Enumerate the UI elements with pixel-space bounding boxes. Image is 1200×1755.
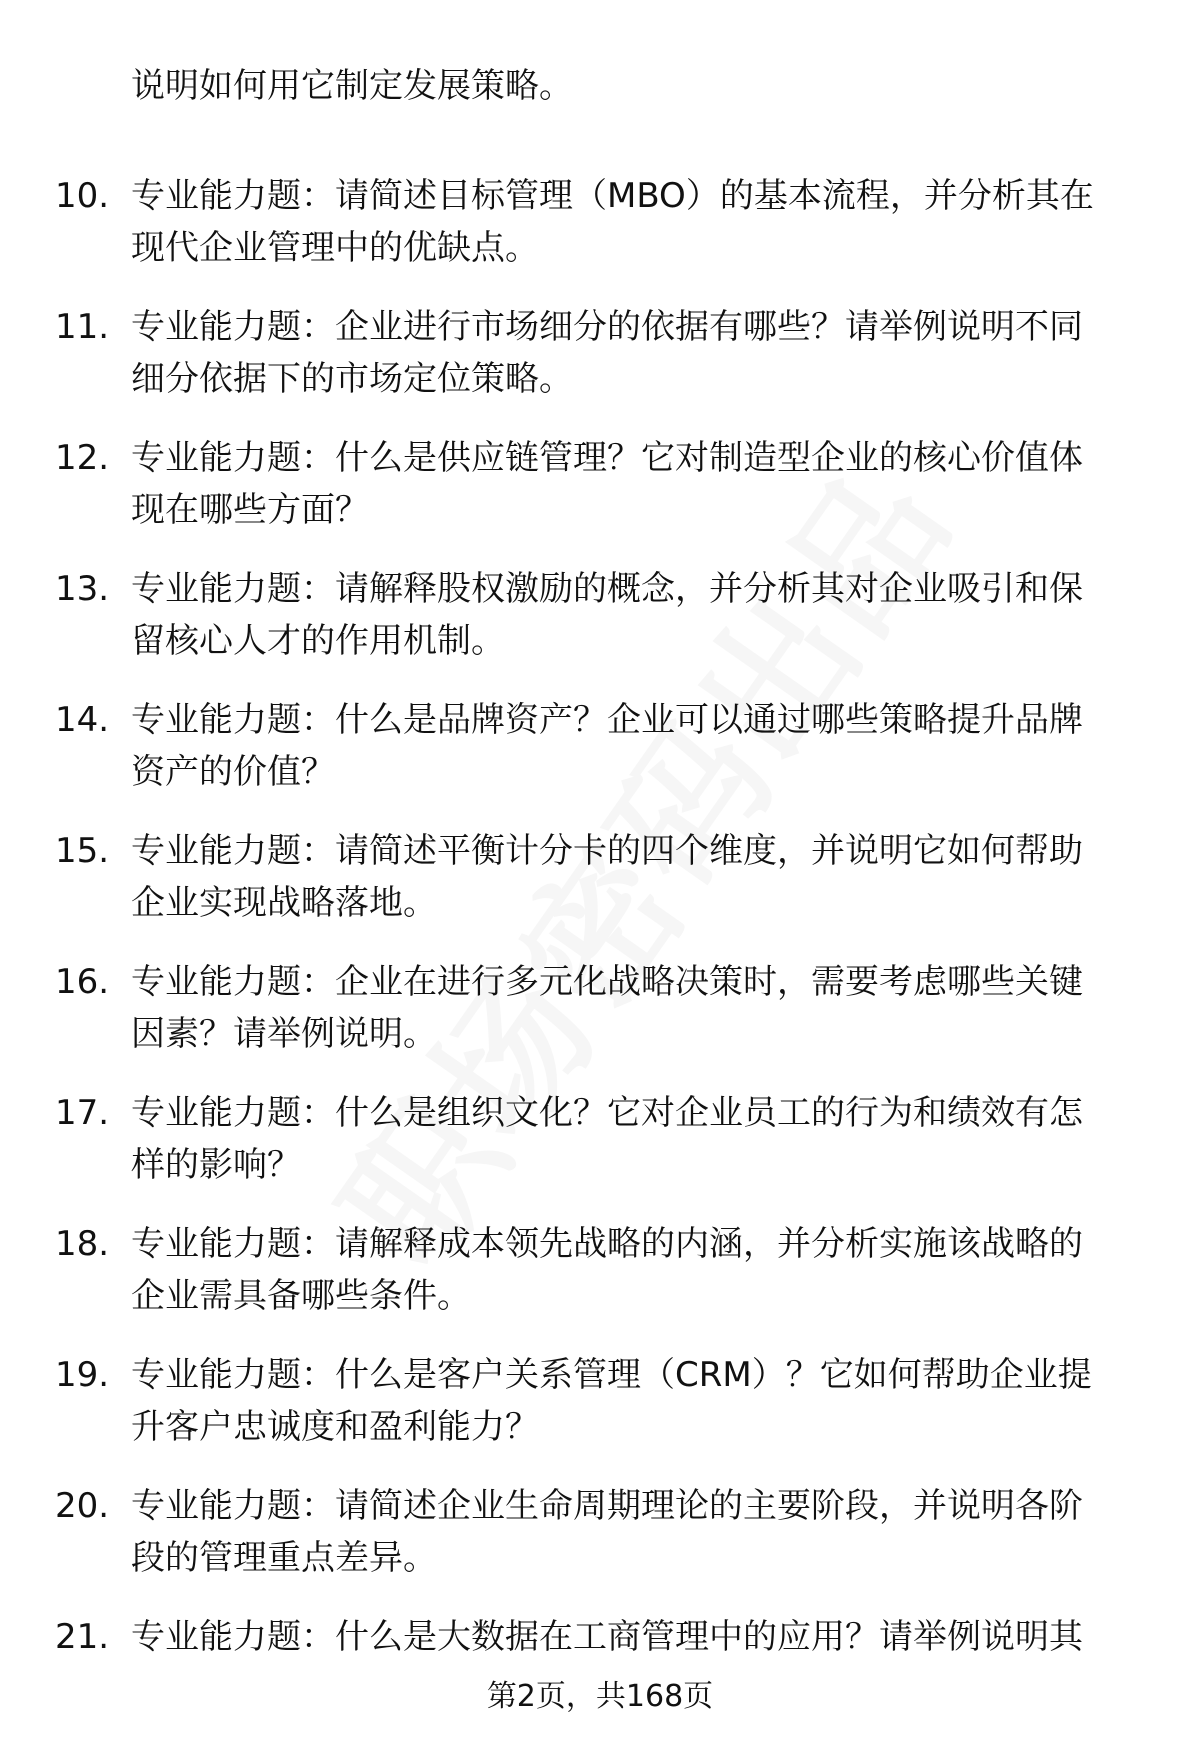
question-number: 17. <box>55 1093 110 1133</box>
list-item <box>0 694 1200 825</box>
question-number: 19. <box>55 1355 110 1395</box>
question-number: 21. <box>55 1617 110 1657</box>
question-text: 专业能力题：请简述平衡计分卡的四个维度，并说明它如何帮助 企业实现战略落地。 <box>131 831 1083 923</box>
question-text: 专业能力题：企业进行市场细分的依据有哪些？请举例说明不同 细分依据下的市场定位策略。 <box>131 307 1083 399</box>
question-text: 专业能力题：请简述目标管理（MBO）的基本流程，并分析其在 现代企业管理中的优缺点。 <box>131 176 1094 268</box>
question-number: 14. <box>55 700 110 740</box>
question-number: 18. <box>55 1224 110 1264</box>
question-number: 12. <box>55 438 110 478</box>
list-item <box>0 1349 1200 1480</box>
question-text: 专业能力题：请简述企业生命周期理论的主要阶段，并说明各阶 段的管理重点差异。 <box>131 1486 1083 1578</box>
list-item <box>0 825 1200 956</box>
list-item <box>0 170 1200 301</box>
question-number: 20. <box>55 1486 110 1526</box>
question-text: 专业能力题：什么是大数据在工商管理中的应用？请举例说明其 <box>131 1617 1083 1657</box>
question-list <box>0 170 1200 1742</box>
page-footer: 第2页，共168页 <box>486 1679 714 1714</box>
question-text: 专业能力题：什么是客户关系管理（CRM）？它如何帮助企业提 升客户忠诚度和盈利能力？ <box>131 1355 1092 1447</box>
list-item <box>0 563 1200 694</box>
list-item <box>0 956 1200 1087</box>
question-text: 专业能力题：什么是品牌资产？企业可以通过哪些策略提升品牌 资产的价值？ <box>131 700 1083 792</box>
list-item <box>0 432 1200 563</box>
question-text: 专业能力题：什么是供应链管理？它对制造型企业的核心价值体 现在哪些方面？ <box>131 438 1083 530</box>
question-text: 专业能力题：请解释成本领先战略的内涵，并分析实施该战略的 企业需具备哪些条件。 <box>131 1224 1083 1316</box>
question-number: 15. <box>55 831 110 871</box>
question-number: 10. <box>55 176 110 216</box>
question-text: 专业能力题：请解释股权激励的概念，并分析其对企业吸引和保 留核心人才的作用机制。 <box>131 569 1083 661</box>
list-item <box>0 1218 1200 1349</box>
question-number: 11. <box>55 307 110 347</box>
list-item <box>0 1480 1200 1611</box>
question-text: 专业能力题：什么是组织文化？它对企业员工的行为和绩效有怎 样的影响？ <box>131 1093 1083 1185</box>
continuation-text: 说明如何用它制定发展策略。 <box>131 66 573 106</box>
list-item <box>0 1087 1200 1218</box>
question-text: 专业能力题：企业在进行多元化战略决策时，需要考虑哪些关键 因素？请举例说明。 <box>131 962 1083 1054</box>
question-number: 16. <box>55 962 110 1002</box>
list-item <box>0 301 1200 432</box>
question-number: 13. <box>55 569 110 609</box>
